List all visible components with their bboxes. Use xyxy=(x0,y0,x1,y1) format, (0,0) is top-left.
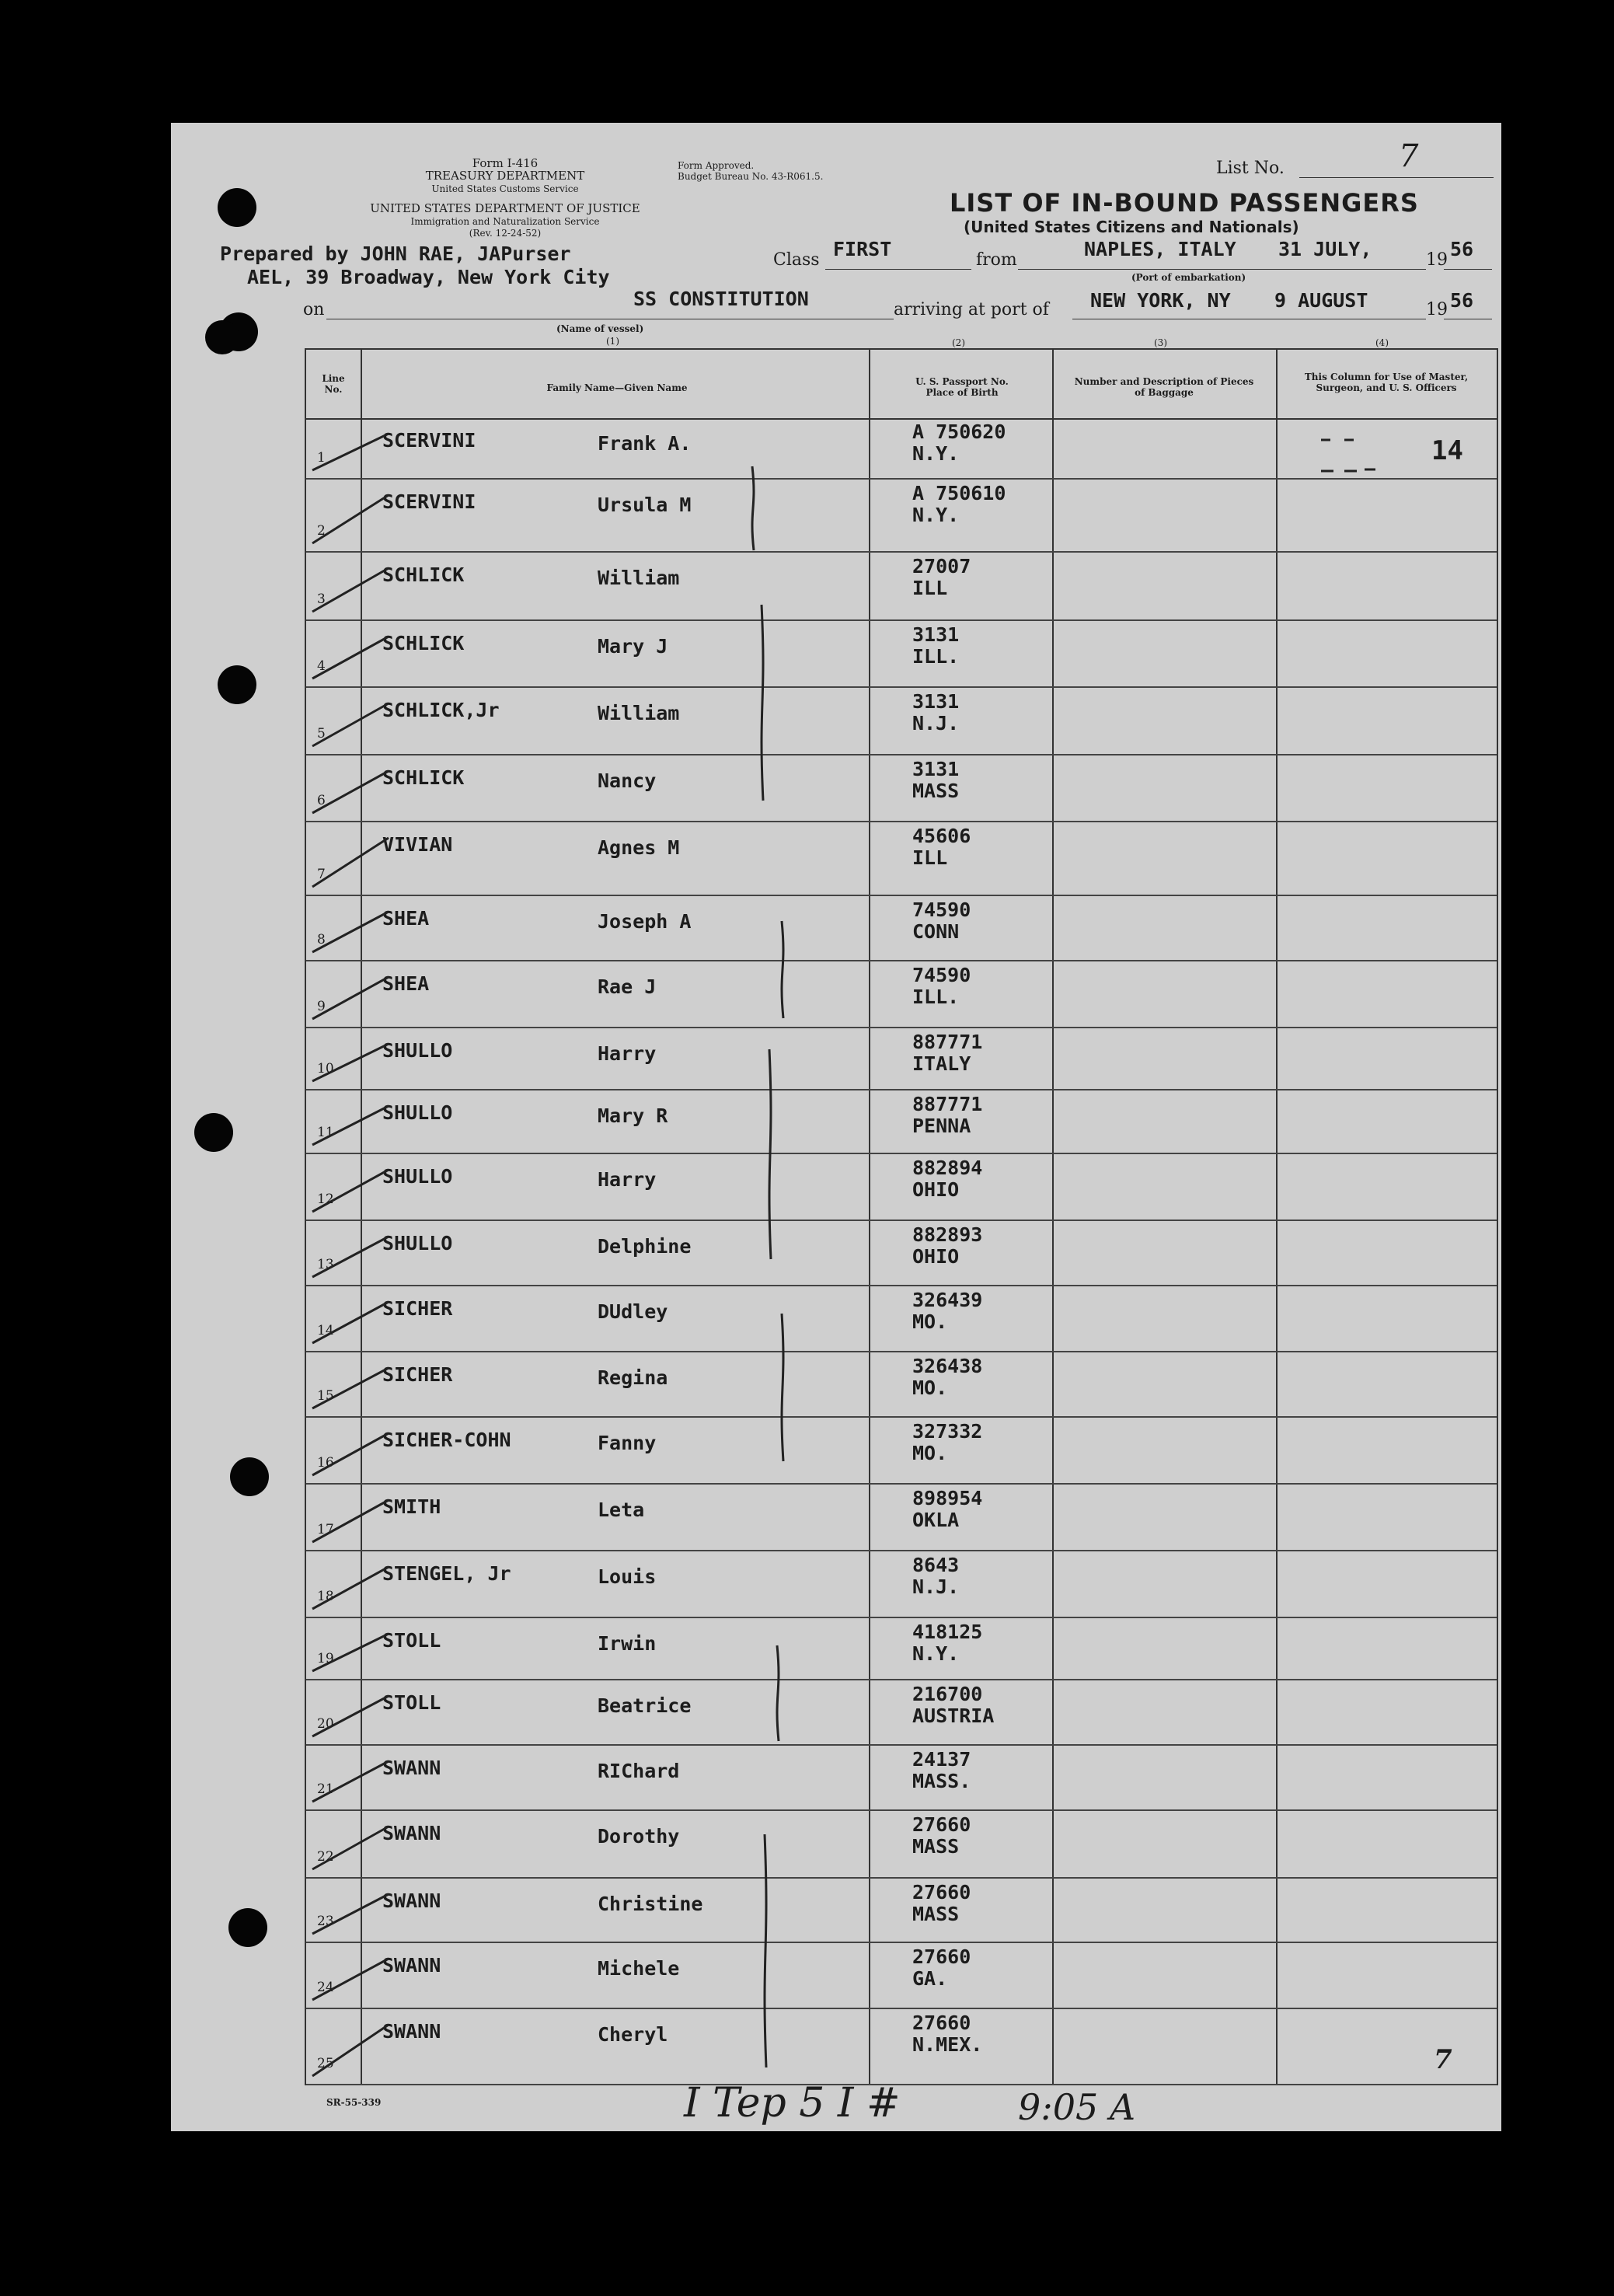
line-number: 13 xyxy=(317,1257,334,1272)
place-of-birth: MASS xyxy=(912,1835,960,1858)
form-approved: Form Approved. xyxy=(678,160,755,171)
given-name: Leta xyxy=(598,1499,645,1521)
passport-number: 3131 xyxy=(912,690,960,713)
given-name: Christine xyxy=(598,1893,703,1915)
passport-number: 24137 xyxy=(912,1748,971,1771)
place-of-birth: N.Y. xyxy=(912,442,960,465)
family-name: SHULLO xyxy=(382,1101,453,1124)
place-of-birth: N.MEX. xyxy=(912,2033,983,2056)
given-name: Michele xyxy=(598,1957,680,1980)
passport-number: 882893 xyxy=(912,1223,983,1246)
family-name: SHEA xyxy=(382,972,430,995)
family-name: SCHLICK,Jr xyxy=(382,699,500,721)
place-of-birth: AUSTRIA xyxy=(912,1705,995,1727)
given-name: Harry xyxy=(598,1042,657,1065)
given-name: DUdley xyxy=(598,1300,668,1323)
check-mark xyxy=(312,1500,389,1542)
place-of-birth: N.Y. xyxy=(912,504,960,526)
given-name: William xyxy=(598,702,680,724)
given-name: Nancy xyxy=(598,769,657,792)
header-name: Family Name—Given Name xyxy=(546,382,688,393)
passport-number: 882894 xyxy=(912,1157,983,1179)
given-name: Harry xyxy=(598,1168,657,1191)
passport-number: 326439 xyxy=(912,1289,983,1311)
passport-number: A 750610 xyxy=(912,482,1006,504)
check-mark xyxy=(312,495,389,543)
check-mark xyxy=(312,838,389,887)
arrival-port: NEW YORK, NY xyxy=(1090,289,1231,312)
check-mark xyxy=(312,1170,389,1212)
line-number: 21 xyxy=(317,1781,334,1797)
family-bracket xyxy=(777,1645,779,1741)
family-name: SCHLICK xyxy=(382,766,465,789)
family-name: VIVIAN xyxy=(382,833,453,856)
check-mark xyxy=(312,1368,389,1408)
handwritten-time: 9:05 A xyxy=(1018,2086,1136,2128)
passport-number: 74590 xyxy=(912,964,971,986)
passport-number: 27660 xyxy=(912,1881,971,1903)
check-mark xyxy=(312,1761,389,1802)
given-name: RIChard xyxy=(598,1760,680,1782)
given-name: Rae J xyxy=(598,975,657,998)
line-number: 14 xyxy=(317,1323,334,1338)
list-no-value: 7 xyxy=(1399,138,1419,174)
line-number: 8 xyxy=(317,932,326,947)
family-name: STENGEL, Jr xyxy=(382,1562,511,1585)
line-number: 24 xyxy=(317,1980,334,1995)
place-of-birth: OKLA xyxy=(912,1509,960,1531)
given-name: William xyxy=(598,567,680,589)
family-name: SHULLO xyxy=(382,1165,453,1188)
given-name: Fanny xyxy=(598,1432,657,1454)
passport-number: 418125 xyxy=(912,1621,983,1643)
arriving-label: arriving at port of xyxy=(894,300,1049,319)
check-mark xyxy=(312,1894,389,1934)
passport-number: 27660 xyxy=(912,1813,971,1836)
form-number: Form I-416 xyxy=(472,156,539,170)
place-of-birth: GA. xyxy=(912,1967,948,1990)
budget-bureau: Budget Bureau No. 43-R061.5. xyxy=(678,171,824,182)
family-bracket xyxy=(765,1834,766,2067)
arrival-date: 9 AUGUST xyxy=(1274,289,1368,312)
family-name: SHULLO xyxy=(382,1039,453,1062)
line-number: 15 xyxy=(317,1388,334,1404)
prepared-by: Prepared by JOHN RAE, JAPurser xyxy=(220,243,571,265)
place-of-birth: OHIO xyxy=(912,1178,960,1201)
place-of-birth: MO. xyxy=(912,1310,948,1333)
family-name: SHEA xyxy=(382,907,430,930)
page-title: LIST OF IN-BOUND PASSENGERS xyxy=(950,188,1419,218)
on-label: on xyxy=(303,300,325,319)
place-of-birth: MASS. xyxy=(912,1770,971,1792)
passport-number: 3131 xyxy=(912,623,960,646)
header-baggage: Number and Description of Pieces of Baggage xyxy=(1074,376,1254,398)
check-mark xyxy=(312,637,389,679)
check-mark xyxy=(312,977,389,1019)
column-marker: (4) xyxy=(1375,337,1389,348)
vessel-name: SS CONSTITUTION xyxy=(633,288,809,310)
from-label: from xyxy=(976,250,1017,270)
from-year: 56 xyxy=(1450,238,1474,260)
family-bracket xyxy=(769,1049,771,1259)
line-number: 18 xyxy=(317,1589,334,1604)
family-name: SWANN xyxy=(382,1757,441,1779)
officer-note-row-1: 14 xyxy=(1431,435,1463,466)
family-name: SCHLICK xyxy=(382,564,465,586)
header-passport: U. S. Passport No. Place of Birth xyxy=(915,376,1009,398)
line-number: 3 xyxy=(317,591,326,607)
given-name: Ursula M xyxy=(598,494,692,516)
given-name: Mary R xyxy=(598,1104,668,1127)
from-year-prefix: 19 xyxy=(1426,250,1448,270)
address: AEL, 39 Broadway, New York City xyxy=(247,266,610,288)
family-name: SHULLO xyxy=(382,1232,453,1254)
given-name: Cheryl xyxy=(598,2023,668,2046)
line-number: 9 xyxy=(317,999,326,1014)
passport-number: 8643 xyxy=(912,1554,960,1576)
family-name: SWANN xyxy=(382,1954,441,1977)
family-name: SICHER-COHN xyxy=(382,1429,511,1451)
given-name: Dorothy xyxy=(598,1825,680,1848)
officer-note-row-25: 7 xyxy=(1434,2044,1452,2075)
passport-number: 27660 xyxy=(912,1945,971,1968)
passport-number: 27660 xyxy=(912,2012,971,2034)
line-number: 12 xyxy=(317,1192,334,1207)
passport-number: 45606 xyxy=(912,825,971,847)
place-of-birth: CONN xyxy=(912,920,960,943)
passport-number: 3131 xyxy=(912,758,960,780)
family-name: SCERVINI xyxy=(382,490,476,513)
place-of-birth: MO. xyxy=(912,1442,948,1464)
column-marker: (2) xyxy=(952,337,965,348)
passport-number: A 750620 xyxy=(912,420,1006,443)
passport-number: 887771 xyxy=(912,1031,983,1053)
check-mark xyxy=(312,1634,389,1671)
family-bracket xyxy=(762,605,763,801)
family-name: STOLL xyxy=(382,1629,441,1652)
check-mark xyxy=(312,1302,389,1343)
place-of-birth: N.Y. xyxy=(912,1642,960,1665)
line-number: 11 xyxy=(317,1125,334,1140)
place-of-birth: ILL. xyxy=(912,645,960,668)
check-mark xyxy=(312,1044,389,1081)
check-mark xyxy=(312,568,389,612)
column-marker: (3) xyxy=(1154,337,1167,348)
check-mark xyxy=(312,771,389,813)
customs-label: United States Customs Service xyxy=(431,183,579,194)
given-name: Delphine xyxy=(598,1235,692,1258)
line-number: 6 xyxy=(317,793,326,808)
place-of-birth: PENNA xyxy=(912,1115,971,1137)
line-number: 22 xyxy=(317,1849,334,1865)
check-mark xyxy=(312,1959,389,2000)
passport-number: 887771 xyxy=(912,1093,983,1115)
place-of-birth: ILL. xyxy=(912,986,960,1008)
given-name: Mary J xyxy=(598,635,668,658)
line-number: 16 xyxy=(317,1455,334,1471)
check-mark xyxy=(312,1696,389,1736)
family-name: SICHER xyxy=(382,1297,453,1320)
line-number: 17 xyxy=(317,1522,334,1537)
check-mark xyxy=(312,434,389,470)
family-name: SCHLICK xyxy=(382,632,465,654)
line-number: 2 xyxy=(317,523,326,539)
place-of-birth: MASS xyxy=(912,1903,960,1925)
check-mark xyxy=(312,1106,389,1145)
form-code: SR-55-339 xyxy=(326,2097,382,2108)
passport-number: 898954 xyxy=(912,1487,983,1509)
column-marker: (1) xyxy=(606,336,619,347)
given-name: Beatrice xyxy=(598,1694,692,1717)
line-number: 7 xyxy=(317,867,326,882)
line-number: 4 xyxy=(317,658,326,674)
place-of-birth: OHIO xyxy=(912,1245,960,1268)
justice-label: UNITED STATES DEPARTMENT OF JUSTICE xyxy=(370,201,640,215)
family-name: SICHER xyxy=(382,1363,453,1386)
given-name: Frank A. xyxy=(598,432,692,455)
line-number: 20 xyxy=(317,1716,334,1732)
line-number: 25 xyxy=(317,2056,334,2071)
place-of-birth: N.J. xyxy=(912,712,960,735)
check-mark xyxy=(312,2025,389,2076)
family-name: SWANN xyxy=(382,1822,441,1844)
passport-number: 216700 xyxy=(912,1683,983,1705)
port-embarkation-label: (Port of embarkation) xyxy=(1131,272,1246,283)
handwritten-note-left: I Tep 5 I # xyxy=(684,2080,901,2127)
arrival-year-prefix: 19 xyxy=(1426,300,1448,319)
place-of-birth: ILL xyxy=(912,577,948,599)
given-name: Irwin xyxy=(598,1632,657,1655)
family-bracket xyxy=(782,1314,783,1461)
family-name: SCERVINI xyxy=(382,429,476,452)
check-mark xyxy=(312,1237,389,1277)
header-line-no: Line No. xyxy=(322,373,345,395)
ins-label: Immigration and Naturalization Service xyxy=(410,216,600,227)
place-of-birth: N.J. xyxy=(912,1575,960,1598)
family-name: STOLL xyxy=(382,1691,441,1714)
page-subtitle: (United States Citizens and Nationals) xyxy=(964,218,1299,236)
check-mark xyxy=(312,1567,389,1609)
class-value: FIRST xyxy=(833,238,892,260)
list-no-label: List No. xyxy=(1216,159,1285,178)
from-port: NAPLES, ITALY xyxy=(1084,238,1236,260)
given-name: Joseph A xyxy=(598,910,692,933)
family-name: SWANN xyxy=(382,2020,441,2043)
check-mark xyxy=(312,703,389,746)
family-name: SWANN xyxy=(382,1889,441,1912)
line-number: 19 xyxy=(317,1651,334,1666)
from-date: 31 JULY, xyxy=(1278,238,1372,260)
passport-number: 27007 xyxy=(912,555,971,577)
place-of-birth: MO. xyxy=(912,1377,948,1399)
vessel-label: (Name of vessel) xyxy=(556,323,644,334)
given-name: Louis xyxy=(598,1565,657,1588)
line-number: 23 xyxy=(317,1914,334,1929)
passport-number: 327332 xyxy=(912,1420,983,1443)
rev-label: (Rev. 12-24-52) xyxy=(469,228,542,239)
place-of-birth: MASS xyxy=(912,780,960,802)
class-label: Class xyxy=(773,250,820,270)
passport-number: 326438 xyxy=(912,1355,983,1377)
header-officers: This Column for Use of Master, Surgeon, and U. S. Officers xyxy=(1304,372,1469,393)
line-number: 5 xyxy=(317,726,326,741)
given-name: Agnes M xyxy=(598,836,680,859)
arrival-year: 56 xyxy=(1450,289,1474,312)
check-mark xyxy=(312,912,389,952)
place-of-birth: ITALY xyxy=(912,1052,971,1075)
family-bracket xyxy=(782,921,783,1018)
family-bracket xyxy=(752,466,754,550)
family-name: SMITH xyxy=(382,1495,441,1518)
line-number: 10 xyxy=(317,1061,334,1076)
place-of-birth: ILL xyxy=(912,846,948,869)
passport-number: 74590 xyxy=(912,899,971,921)
treasury-label: TREASURY DEPARTMENT xyxy=(425,169,585,183)
line-number: 1 xyxy=(317,450,326,466)
check-mark xyxy=(312,1827,389,1869)
check-mark xyxy=(312,1433,389,1475)
given-name: Regina xyxy=(598,1366,668,1389)
